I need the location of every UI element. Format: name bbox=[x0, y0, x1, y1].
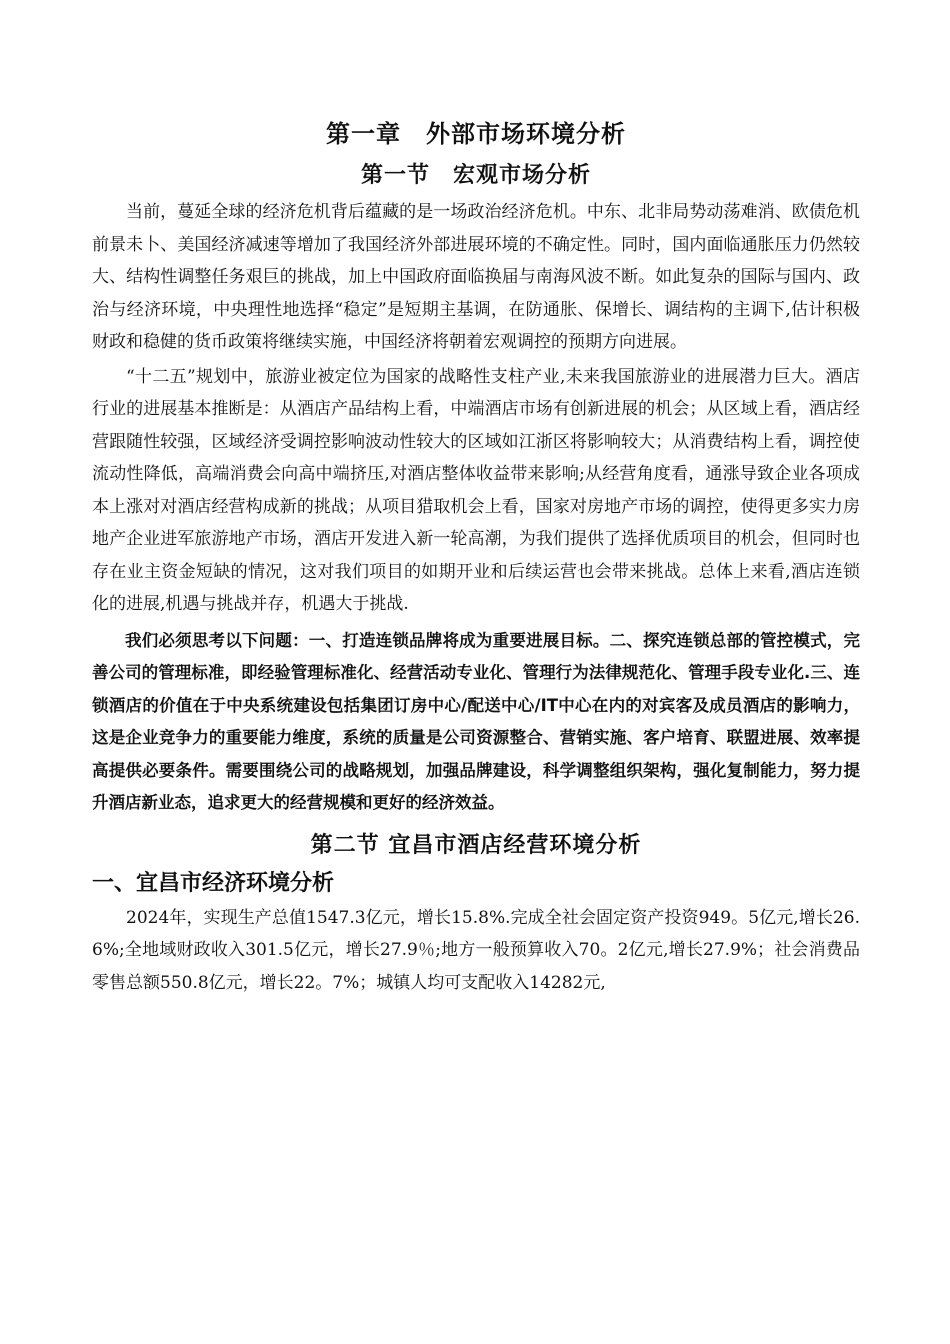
chapter-title: 第一章 外部市场环境分析 bbox=[326, 120, 626, 148]
section-title-yichang-hotel-environment: 第二节 宜昌市酒店经营环境分析 bbox=[310, 832, 642, 858]
section-title-macro-market: 第一节 宏观市场分析 bbox=[360, 163, 591, 188]
paragraph-yichang-economic-data: 2024年，实现生产总值1547.3亿元，增长15.8%.完成全社会固定资产投资949。5亿元,增长26.6%;全地域财政收入301.5亿元，增长27.9％;地方一般预算收入70。2亿元,增长27.9%；社会消费品零售总额550.8亿元，增长22。7%；城镇人均可支配收入14282元, bbox=[92, 907, 860, 993]
paragraph-economic-crisis: 当前，蔓延全球的经济危机背后蕴藏的是一场政治经济危机。中东、北非局势动荡难消、欧债危机前景未卜、美国经济减速等增加了我国经济外部进展环境的不确定性。同时，国内面临通胀压力仍然较大、结构性调整任务艰巨的挑战，加上中国政府面临换届与南海风波不断。如此复杂的国际与国内、政治与经济环境，中央理性地选择“稳定”是短期主基调，在防通胀、保增长、调结构的主调下,估计积极财政和稳健的货币政策将继续实施，中国经济将朝着宏观调控的预期方向进展。 bbox=[92, 202, 860, 352]
paragraph-key-questions: 我们必须思考以下问题：一、打造连锁品牌将成为重要进展目标。二、探究连锁总部的管控模式，完善公司的管理标准，即经验管理标准化、经营活动专业化、管理行为法律规范化、管理手段专业化.三、连锁酒店的价值在于中央系统建设包括集团订房中心/配送中心/IT中心在内的对宾客及成员酒店的影响力，这是企业竞争力的重要能力维度，系统的质量是公司资源整合、营销实施、客户培育、联盟进展、效率提高提供必要条件。需要围绕公司的战略规划，加强品牌建设，科学调整组织架构，强化复制能力，努力提升酒店新业态，追求更大的经营规模和更好的经济效益。 bbox=[92, 630, 860, 812]
paragraph-tourism-plan: “十二五”规划中，旅游业被定位为国家的战略性支柱产业,未来我国旅游业的进展潜力巨大。酒店行业的进展基本推断是：从酒店产品结构上看，中端酒店市场有创新进展的机会；从区域上看，酒店经营跟随性较强，区域经济受调控影响波动性较大的区域如江浙区将影响较大；从消费结构上看，调控使流动性降低，高端消费会向高中端挤压,对酒店整体收益带来影响;从经营角度看，通涨导致企业各项成本上涨对对酒店经营构成新的挑战；从项目猎取机会上看，国家对房地产市场的调控，使得更多实力房地产企业进军旅游地产市场，酒店开发进入新一轮高潮，为我们提供了选择优质项目的机会，但同时也存在业主资金短缺的情况，这对我们项目的如期开业和后续运营也会带来挑战。总体上来看,酒店连锁化的进展,机遇与挑战并存，机遇大于挑战. bbox=[92, 366, 860, 614]
document-page bbox=[92, 112, 860, 999]
subheading-yichang-economy: 一、宜昌市经济环境分析 bbox=[92, 870, 335, 896]
